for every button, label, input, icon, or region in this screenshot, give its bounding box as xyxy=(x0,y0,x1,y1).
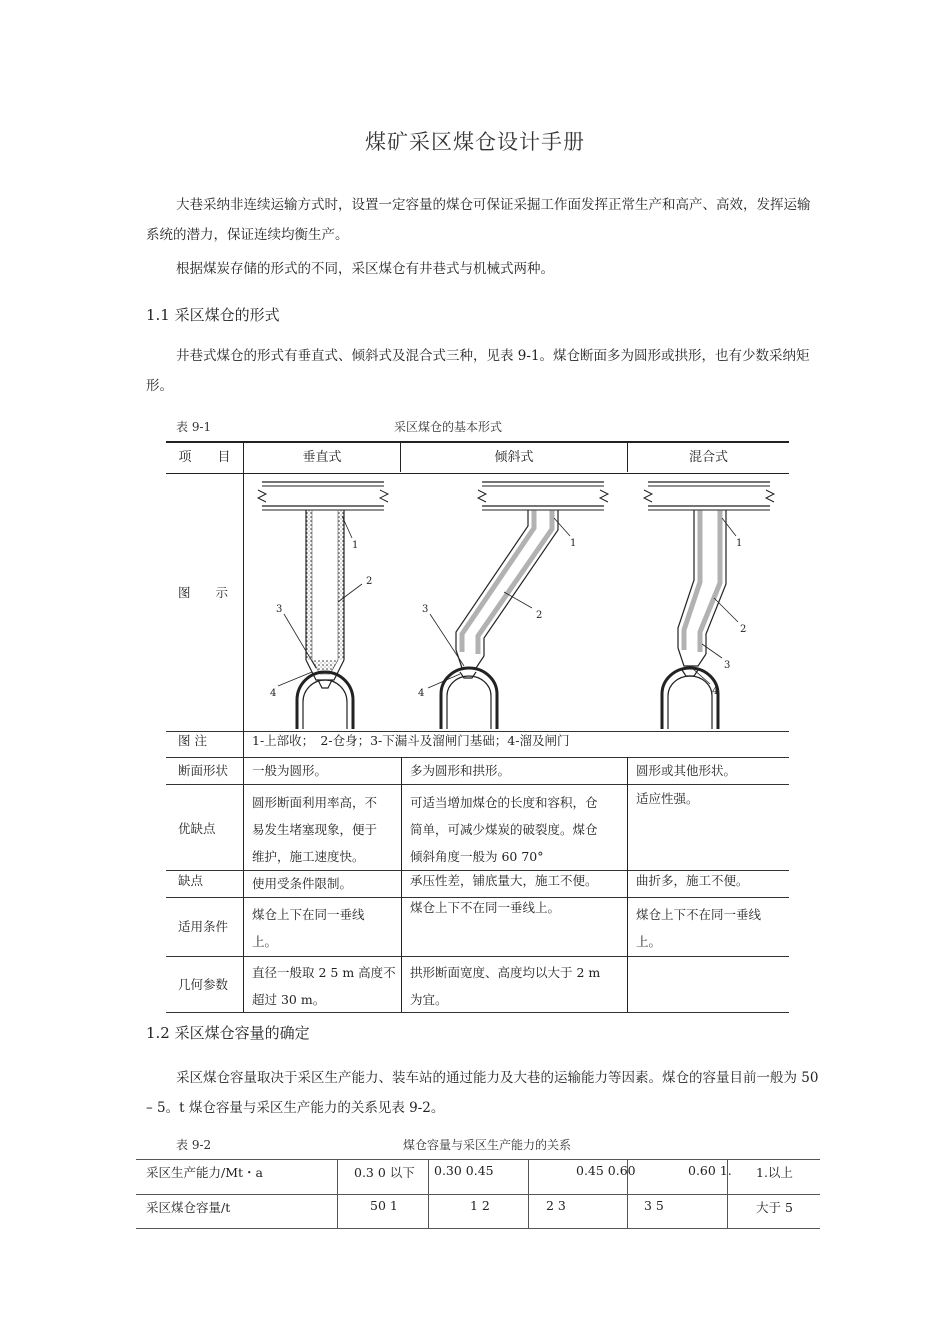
geometry-vertical-line-1: 直径一般取 2 5 m 高度不 xyxy=(252,965,396,980)
callout-mixed-1: 1 xyxy=(736,538,743,549)
pros-inclined-line-3: 倾斜角度一般为 60 70° xyxy=(410,849,544,864)
conditions-inclined: 煤仓上下不在同一垂线上。 xyxy=(410,900,561,915)
table1-header-inclined: 倾斜式 xyxy=(494,450,534,465)
callout-mixed-2: 2 xyxy=(740,624,747,635)
figure-row-label: 图 示 xyxy=(178,585,229,600)
callout-inclined-1: 1 xyxy=(570,538,577,549)
conditions-mixed-line-1: 煤仓上下不在同一垂线 xyxy=(636,907,762,922)
storage-paragraph: 根据煤炭存储的形式的不同，采区煤仓有井巷式与机械式两种。 xyxy=(176,261,554,277)
cons-mixed: 曲折多，施工不便。 xyxy=(636,873,749,888)
table1-header xyxy=(166,441,789,474)
section-shape-vertical: 一般为圆形。 xyxy=(252,763,328,778)
row-label-conditions: 适用条件 xyxy=(178,919,229,934)
table2-row2-col4: 3 5 xyxy=(644,1198,664,1213)
pros-inclined-line-2: 简单，可减少煤炭的破裂度。煤仓 xyxy=(410,822,598,837)
table2-row2-col1: 50 1 xyxy=(370,1198,398,1213)
section-heading-1-1: 1.1 采区煤仓的形式 xyxy=(146,306,280,324)
table1-caption: 采区煤仓的基本形式 xyxy=(394,420,503,434)
geometry-inclined-line-2: 为宜。 xyxy=(410,992,448,1007)
capacity-paragraph: 采区煤仓容量取决于采区生产能力、装车站的通过能力及大巷的运输能力等因素。煤仓的容量目前一般为 50 – 5。t 煤仓容量与采区生产能力的关系见表 9-2。 xyxy=(146,1070,819,1116)
callout-vertical-4: 4 xyxy=(270,688,277,699)
forms-paragraph: 井巷式煤仓的形式有垂直式、倾斜式及混合式三种，见表 9-1。煤仓断面多为圆形或拱形，也有少数采纳矩形。 xyxy=(146,348,810,394)
inclined-bunker-drawing xyxy=(428,482,608,729)
table1-header-item: 项 目 xyxy=(178,450,231,465)
conditions-vertical-line-1: 煤仓上下在同一垂线 xyxy=(252,907,365,922)
row-label-pros-cons: 优缺点 xyxy=(178,821,216,836)
table2-row1-col5: 1.以上 xyxy=(756,1165,793,1180)
callout-vertical-3: 3 xyxy=(276,604,283,615)
table2-caption: 煤仓容量与采区生产能力的关系 xyxy=(403,1138,572,1152)
table2-row1-label: 采区生产能力/Mt・a xyxy=(146,1165,263,1180)
coal-bunker-diagrams xyxy=(166,472,789,729)
pros-vertical-line-2: 易发生堵塞现象，便于 xyxy=(252,822,378,837)
callout-vertical-1: 1 xyxy=(352,540,359,551)
table1-header-vertical: 垂直式 xyxy=(302,450,342,465)
callout-inclined-3: 3 xyxy=(422,604,429,615)
legend-text: 1-上部收； 2-仓身；3-下漏斗及溜闸门基础；4-溜及闸门 xyxy=(252,733,570,748)
cons-inclined: 承压性差，铺底量大，施工不便。 xyxy=(410,873,598,888)
row-label-section-shape: 断面形状 xyxy=(178,763,229,778)
row-label-cons: 缺点 xyxy=(178,873,204,888)
mixed-bunker-drawing xyxy=(644,482,774,729)
legend-label: 图 注 xyxy=(178,733,207,748)
table1-label: 表 9-1 xyxy=(176,420,212,434)
conditions-vertical-line-2: 上。 xyxy=(252,934,278,949)
section-heading-1-2: 1.2 采区煤仓容量的确定 xyxy=(146,1024,310,1042)
callout-inclined-2: 2 xyxy=(536,610,543,621)
callout-mixed-3: 3 xyxy=(724,660,731,671)
section-shape-inclined: 多为圆形和拱形。 xyxy=(410,763,511,778)
row-label-geometry: 几何参数 xyxy=(178,977,229,992)
section-shape-mixed: 圆形或其他形状。 xyxy=(636,763,737,778)
table2-row1-col2: 0.30 0.45 xyxy=(434,1163,494,1178)
callout-mixed-4: 4 xyxy=(712,686,719,697)
intro-paragraph: 大巷采纳非连续运输方式时，设置一定容量的煤仓可保证采掘工作面发挥正常生产和高产、高效，发挥运输系统的潜力，保证连续均衡生产。 xyxy=(146,197,811,243)
table2-row2-label: 采区煤仓容量/t xyxy=(146,1200,231,1215)
pros-vertical-line-3: 维护，施工速度快。 xyxy=(252,849,365,864)
callout-inclined-4: 4 xyxy=(418,688,425,699)
pros-vertical-line-1: 圆形断面利用率高，不 xyxy=(252,795,378,810)
callout-vertical-2: 2 xyxy=(366,576,373,587)
table2-row1-col1: 0.3 0 以下 xyxy=(354,1165,415,1180)
table2-row2-col3: 2 3 xyxy=(546,1198,566,1213)
table2-label: 表 9-2 xyxy=(176,1138,212,1152)
document-title: 煤矿采区煤仓设计手册 xyxy=(365,130,585,154)
geometry-vertical-line-2: 超过 30 m。 xyxy=(252,992,326,1007)
table2-row1-col3: 0.45 0.60 xyxy=(576,1163,636,1178)
table1-header-mixed: 混合式 xyxy=(688,450,728,465)
cons-vertical: 使用受条件限制。 xyxy=(252,876,353,891)
pros-mixed: 适应性强。 xyxy=(636,791,699,806)
table2-row1-col4: 0.60 1. xyxy=(688,1163,732,1178)
geometry-inclined-line-1: 拱形断面宽度、高度均以大于 2 m xyxy=(410,965,601,980)
table2-row2-col2: 1 2 xyxy=(470,1198,490,1213)
pros-inclined-line-1: 可适当增加煤仓的长度和容积，仓 xyxy=(410,795,598,810)
conditions-mixed-line-2: 上。 xyxy=(636,934,662,949)
table2-row2-col5: 大于 5 xyxy=(756,1200,793,1215)
